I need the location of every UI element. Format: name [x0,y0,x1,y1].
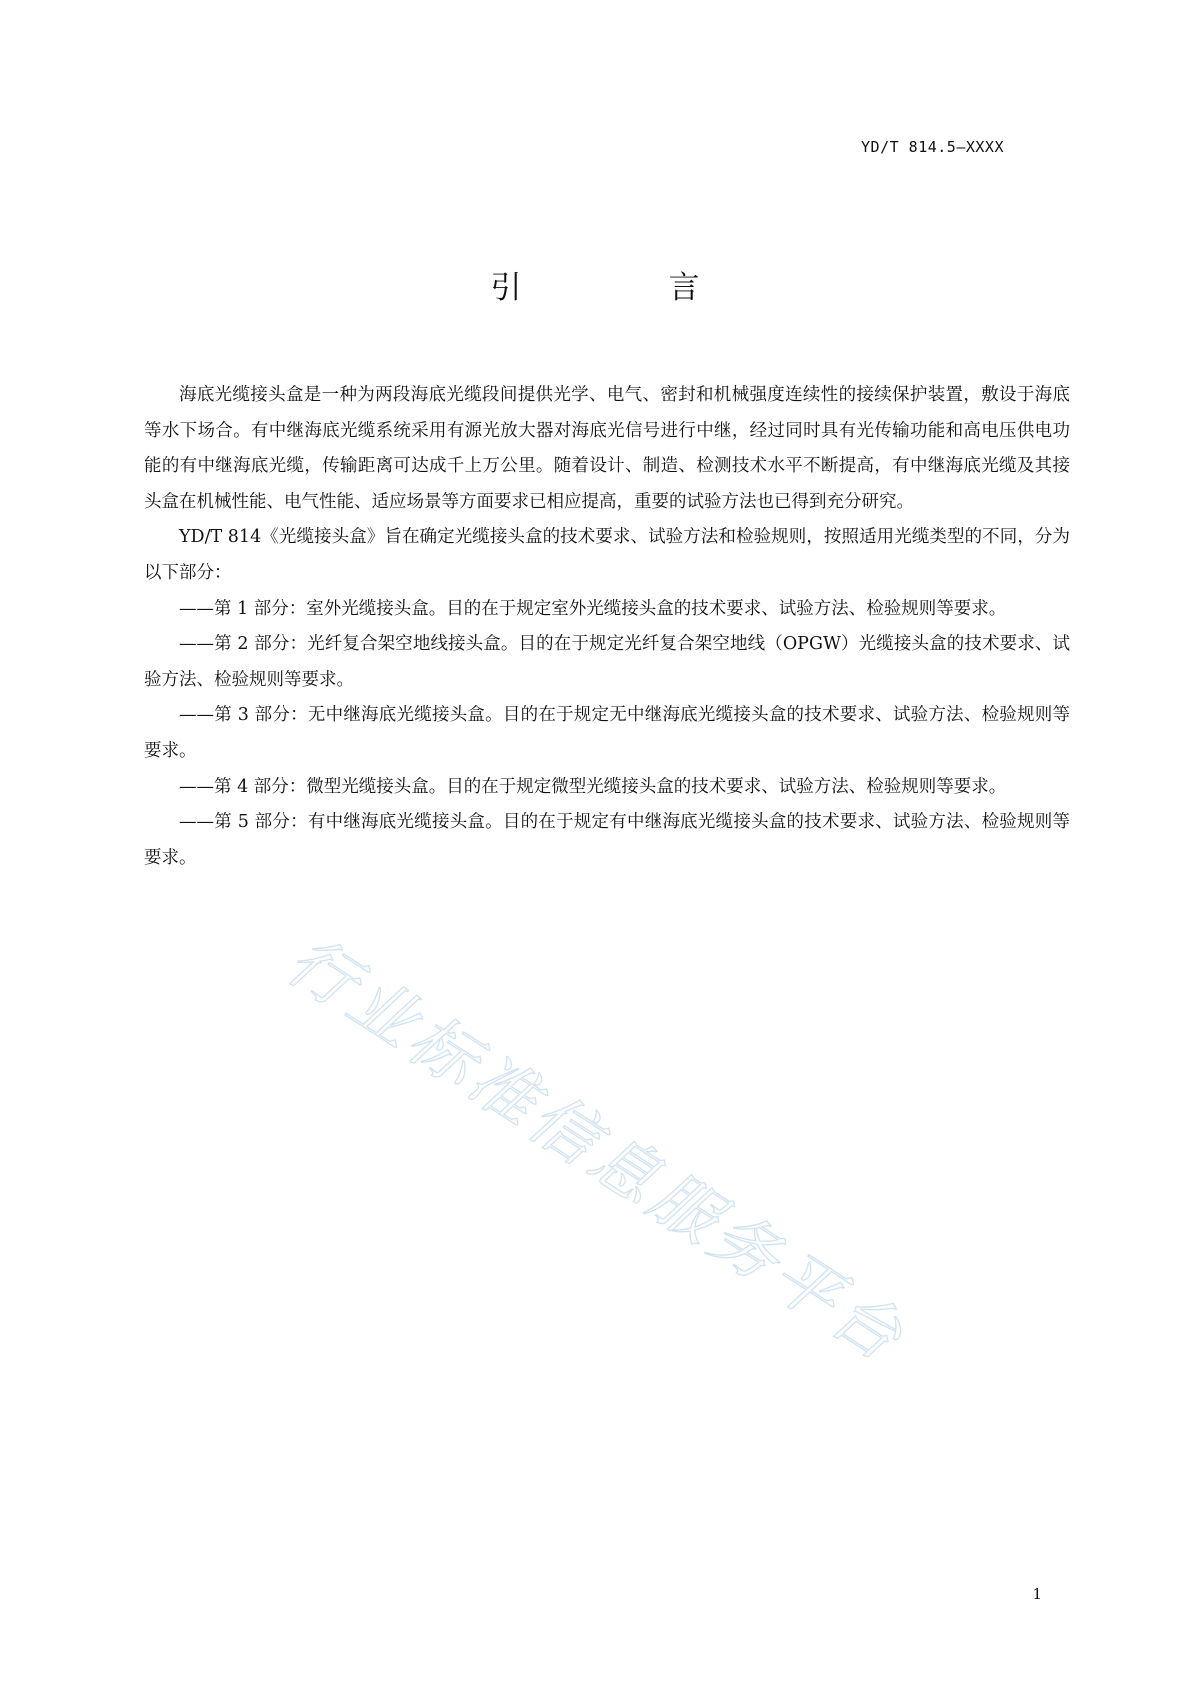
part-4-item: ——第 4 部分：微型光缆接头盒。目的在于规定微型光缆接头盒的技术要求、试验方法、检验规则等要求。 [179,776,1007,797]
body-text [144,378,1070,876]
document-code: YD/T 814.5—XXXX [861,138,1004,156]
page-number: 1 [1032,1585,1042,1603]
watermark: 行业标准信息服务平台 [273,921,920,1379]
part-1-item: ——第 1 部分：室外光缆接头盒。目的在于规定室外光缆接头盒的技术要求、试验方法、检验规则等要求。 [179,598,1007,619]
scope-paragraph: YD/T 814《光缆接头盒》旨在确定光缆接头盒的技术要求、试验方法和检验规则，按照适用光缆类型的不同，分为以下部分： [144,527,1070,583]
part-2-item: ——第 2 部分：光纤复合架空地线接头盒。目的在于规定光纤复合架空地线（OPGW）光缆接头盒的技术要求、试验方法、检验规则等要求。 [144,634,1070,690]
intro-paragraph: 海底光缆接头盒是一种为两段海底光缆段间提供光学、电气、密封和机械强度连续性的接续保护装置，敷设于海底等水下场合。有中继海底光缆系统采用有源光放大器对海底光信号进行中继，经过同时具有光传输功能和高电压供电功能的有中继海底光缆，传输距离可达成千上万公里。随着设计、制造、检测技术水平不断提高，有中继海底光缆及其接头盒在机械性能、电气性能、适应场景等方面要求已相应提高，重要的试验方法也已得到充分研究。 [144,385,1070,512]
section-title: 引 言 [490,270,758,306]
part-5-item: ——第 5 部分：有中继海底光缆接头盒。目的在于规定有中继海底光缆接头盒的技术要求、试验方法、检验规则等要求。 [144,812,1070,868]
part-3-item: ——第 3 部分：无中继海底光缆接头盒。目的在于规定无中继海底光缆接头盒的技术要求、试验方法、检验规则等要求。 [144,705,1070,761]
